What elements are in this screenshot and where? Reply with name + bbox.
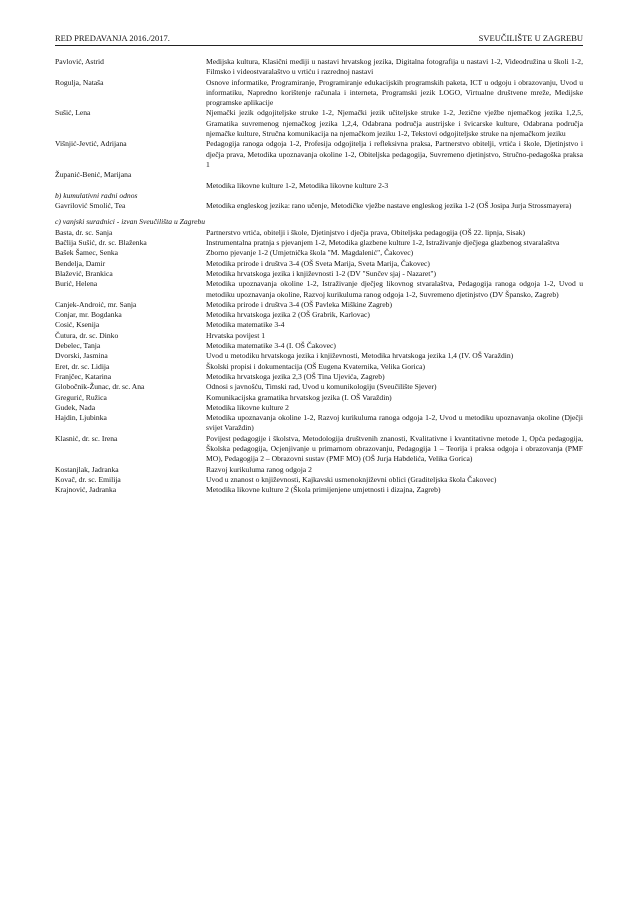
staff-row <box>55 248 583 258</box>
course-list: Metodika upoznavanja okoline 1-2, Istraživanje dječjeg likovnog stvaralaštva, Pedagogija ranoga odgoja 1-2, Uvod u metodiku upoznavanja okoline, Razvoj kurikuluma ranog odgoja 1-2, Suvremeno djetinjstvo (DV Špansko, Zagreb) <box>206 279 583 299</box>
staff-name: Hajdin, Ljubinka <box>55 413 107 423</box>
staff-row <box>55 485 583 495</box>
course-list: Hrvatska povijest 1 <box>206 330 266 340</box>
staff-name: Višnjić-Jevtić, Adrijana <box>55 139 127 149</box>
course-list: Povijest pedagogije i školstva, Metodologija društvenih znanosti, Kvalitativne i kvantitativne metode 1, Opća pedagogija, Školska pedagogija, Ocjenjivanje u primarnom obrazovanju, Pedagogija 1 – Teorija i praksa odgoja i obrazovanja (PMF MO), Pedagogija 2 – Obrazovni sustav (PMF MO) (OŠ Jurja Habdelića, Velika Gorica) <box>206 433 583 464</box>
course-list: Metodika engleskog jezika: rano učenje, Metodičke vježbe nastave engleskog jezika 1-2 (OŠ Josipa Jurja Strossmayera) <box>206 201 572 211</box>
staff-row <box>55 57 583 78</box>
staff-row <box>55 238 583 248</box>
section-b-heading: b) kumulativni radni odnos <box>55 190 138 200</box>
course-list: Uvod u metodiku hrvatskoga jezika i književnosti, Metodika hrvatskoga jezika 1,4 (IV. OŠ Varaždin) <box>206 351 514 361</box>
course-list: Komunikacijska gramatika hrvatskog jezika (I. OŠ Varaždin) <box>206 392 392 402</box>
group-b <box>55 201 583 211</box>
staff-row <box>55 341 583 351</box>
staff-name: Bašek Šamec, Senka <box>55 248 119 258</box>
staff-row <box>55 139 583 170</box>
staff-row <box>55 181 583 191</box>
staff-row <box>55 269 583 279</box>
course-list: Metodika prirode i društva 3-4 (OŠ Pavleka Miškine Zagreb) <box>206 299 393 309</box>
staff-row <box>55 434 583 465</box>
staff-row <box>55 170 583 180</box>
staff-name: Krajnović, Jadranka <box>55 485 117 495</box>
group-a <box>55 57 583 191</box>
staff-name <box>55 181 206 191</box>
staff-list <box>55 57 583 495</box>
staff-name: Sušić, Lena <box>55 108 91 118</box>
staff-row <box>55 393 583 403</box>
course-list: Partnerstvo vrtića, obitelji i škole, Djetinjstvo i dječja prava, Obiteljska pedagogija (OŠ 22. lipnja, Sisak) <box>206 227 526 237</box>
staff-row <box>55 78 583 109</box>
course-list: Medijska kultura, Klasični mediji u nastavi hrvatskog jezika, Digitalna fotografija u nastavi 1-2, Videodružina u školi 1-2, Filmsko i videostvaralaštvo u vrtiću i razrednoj nastavi <box>206 57 583 77</box>
staff-name: Debelec, Tanja <box>55 341 101 351</box>
staff-name: Canjek-Androić, mr. Sanja <box>55 299 137 309</box>
staff-row <box>55 372 583 382</box>
staff-row <box>55 362 583 372</box>
staff-name: Conjar, mr. Bogdanka <box>55 310 122 320</box>
staff-name: Županić-Benić, Marijana <box>55 170 132 180</box>
staff-row <box>55 351 583 361</box>
staff-row <box>55 331 583 341</box>
course-list: Metodika likovne kulture 2 (Škola primijenjene umjetnosti i dizajna, Zagreb) <box>206 485 441 495</box>
course-list: Pedagogija ranoga odgoja 1-2, Profesija odgojitelja i refleksivna praksa, Partnerstvo obitelji, vrtića i škole, Djetinjstvo i dječja prava, Metodika upoznavanja okoline 1-2, Obiteljska pedagogija, Suvremeno djetinjstvo, Stručno-pedagoška praksa 1 <box>206 139 583 169</box>
staff-name: Bendelja, Damir <box>55 258 106 268</box>
course-list: Odnosi s javnošću, Timski rad, Uvod u komunikologiju (Sveučilište Sjever) <box>206 382 437 392</box>
course-list: Metodika likovne kulture 2 <box>206 402 289 412</box>
course-list: Uvod u znanost o književnosti, Kajkavski usmenoknjiževni oblici (Graditeljska škola Čakovec) <box>206 474 497 484</box>
staff-row <box>55 465 583 475</box>
staff-row <box>55 300 583 310</box>
staff-name: Pavlović, Astrid <box>55 57 104 66</box>
staff-name: Kostanjlak, Jadranka <box>55 464 119 474</box>
header-right: SVEUČILIŠTE U ZAGREBU <box>478 33 583 43</box>
course-list: Metodika likovne kulture 1-2, Metodika likovne kulture 2-3 <box>206 180 389 190</box>
course-list: Metodika upoznavanja okoline 1-2, Razvoj kurikuluma ranoga odgoja 1-2, Uvod u metodiku upoznavanja okoline (Dječji svijet Varaždin) <box>206 413 583 433</box>
staff-row <box>55 382 583 392</box>
course-list: Metodika matematike 3-4 <box>206 320 285 330</box>
course-list: Metodika hrvatskoga jezika i književnosti 1-2 (DV "Sunčev sjaj - Nazaret") <box>206 268 437 278</box>
staff-name: Blažević, Brankica <box>55 268 113 278</box>
staff-name: Gavrilović Smolić, Tea <box>55 201 126 211</box>
course-list <box>206 170 583 180</box>
staff-name: Gudek, Nada <box>55 402 96 412</box>
course-list: Razvoj kurikuluma ranog odgoja 2 <box>206 464 312 474</box>
course-list: Metodika prirode i društva 3-4 (OŠ Sveta Marija, Sveta Marija, Čakovec) <box>206 258 430 268</box>
staff-name: Kovač, dr. sc. Emilija <box>55 474 121 484</box>
staff-row <box>55 259 583 269</box>
staff-name: Basta, dr. sc. Sanja <box>55 227 113 237</box>
staff-name: Burić, Helena <box>55 279 98 289</box>
staff-row <box>55 403 583 413</box>
staff-name: Franjčec, Katarina <box>55 371 112 381</box>
header-left: RED PREDAVANJA 2016./2017. <box>55 33 170 43</box>
group-c <box>55 228 583 496</box>
staff-name: Gregurić, Ružica <box>55 392 107 402</box>
staff-row <box>55 320 583 330</box>
course-list: Metodika hrvatskoga jezika 2,3 (OŠ Tina Ujevića, Zagreb) <box>206 371 385 381</box>
staff-name: Čutura, dr. sc. Dinko <box>55 330 119 340</box>
staff-row <box>55 228 583 238</box>
staff-row <box>55 413 583 434</box>
course-list: Metodika hrvatskoga jezika 2 (OŠ Grabrik, Karlovac) <box>206 310 370 320</box>
staff-name: Cosić, Ksenija <box>55 320 100 330</box>
staff-row <box>55 279 583 300</box>
staff-row <box>55 310 583 320</box>
staff-row <box>55 475 583 485</box>
section-c-heading: c) vanjski suradnici - izvan Sveučilišta u Zagrebu <box>55 217 206 227</box>
staff-name: Klasnić, dr. sc. Irena <box>55 433 118 443</box>
staff-name: Eret, dr. sc. Lidija <box>55 361 110 371</box>
staff-row <box>55 201 583 211</box>
staff-name: Bačlija Sušić, dr. sc. Blaženka <box>55 238 147 248</box>
staff-name: Dvorski, Jasmina <box>55 351 108 361</box>
course-list: Metodika matematike 3-4 (I. OŠ Čakovec) <box>206 341 336 351</box>
staff-name: Rogulja, Nataša <box>55 77 104 87</box>
course-list: Zborno pjevanje 1-2 (Umjetnička škola "M. Magdalenić", Čakovec) <box>206 248 414 258</box>
course-list: Njemački jezik odgojiteljske struke 1-2, Njemački jezik učiteljske struke 1-2, Jezične vježbe njemačkog jezika 1,2,5, Gramatika suvremenog njemačkog jezika 1,2,4, Odabrana područja austrijske i švicarske kulture, Odabrana područja njemačke kulture, Stručna komunikacija na njemačkom jeziku 1-2, Tekstovi odgojiteljske struke na njemačkom jeziku <box>206 108 583 139</box>
page-header <box>55 33 583 46</box>
course-list: Školski propisi i dokumentacija (OŠ Eugena Kvaternika, Velika Gorica) <box>206 361 425 371</box>
course-list: Instrumentalna pratnja s pjevanjem 1-2, Metodika glazbene kulture 1-2, Istraživanje dječjega glazbenog stvaralaštva <box>206 238 560 248</box>
staff-name: Globočnik-Žunac, dr. sc. Ana <box>55 382 145 392</box>
course-list: Osnove informatike, Programiranje, Programiranje edukacijskih programskih paketa, ICT u odgoju i obrazovanju, Uvod u informatiku, Napredno korištenje računala i interneta, Programski jezik LOGO, Virtualne društvene mreže, Medijske programske aplikacije <box>206 77 583 108</box>
staff-row <box>55 108 583 139</box>
